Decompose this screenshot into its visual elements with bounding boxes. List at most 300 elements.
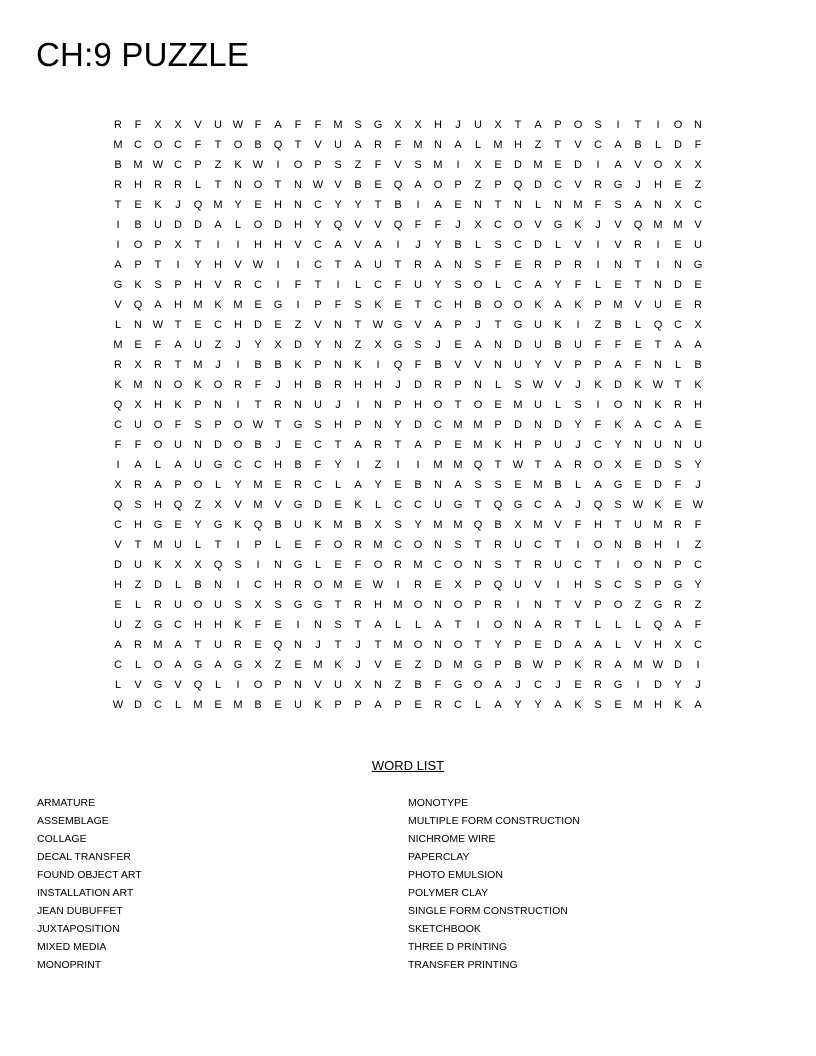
grid-letter: I	[456, 159, 460, 171]
page-title: CH:9 PUZZLE	[36, 36, 250, 73]
grid-letter: M	[253, 499, 263, 511]
grid-letter: E	[274, 479, 282, 491]
grid-letter: O	[593, 459, 603, 471]
grid-letter: M	[113, 139, 123, 151]
grid-letter: T	[414, 299, 422, 311]
grid-letter: B	[274, 519, 282, 531]
grid-letter: N	[634, 439, 642, 451]
grid-letter: O	[233, 419, 243, 431]
grid-letter: E	[334, 559, 342, 571]
grid-letter: M	[233, 299, 243, 311]
grid-letter: C	[214, 319, 222, 331]
grid-letter: S	[354, 119, 362, 131]
grid-letter: V	[354, 219, 362, 231]
grid-letter: F	[114, 439, 122, 451]
grid-letter: B	[354, 179, 362, 191]
grid-letter: Q	[273, 639, 283, 651]
grid-letter: M	[453, 459, 463, 471]
grid-letter: P	[314, 299, 322, 311]
grid-letter: V	[534, 219, 542, 231]
grid-letter: W	[652, 659, 664, 671]
grid-letter: W	[652, 379, 664, 391]
grid-letter: M	[433, 519, 443, 531]
grid-letter: E	[274, 699, 282, 711]
grid-letter: Z	[354, 339, 362, 351]
grid-letter: V	[134, 679, 142, 691]
grid-letter: B	[494, 519, 502, 531]
grid-letter: B	[634, 539, 642, 551]
grid-letter: Z	[694, 599, 702, 611]
word-list-item: MIXED MEDIA	[37, 941, 107, 953]
grid-letter: N	[294, 679, 302, 691]
grid-letter: I	[116, 219, 120, 231]
grid-letter: T	[674, 379, 682, 391]
grid-letter: V	[574, 599, 582, 611]
grid-letter: U	[654, 299, 662, 311]
grid-letter: X	[174, 119, 182, 131]
grid-letter: I	[656, 259, 660, 271]
grid-letter: S	[474, 479, 482, 491]
grid-letter: S	[134, 499, 142, 511]
grid-letter: M	[193, 359, 203, 371]
grid-letter: I	[236, 679, 240, 691]
grid-letter: H	[194, 619, 202, 631]
grid-letter: C	[574, 559, 582, 571]
grid-letter: O	[593, 539, 603, 551]
grid-letter: F	[594, 419, 602, 431]
grid-letter: E	[574, 679, 582, 691]
grid-letter: J	[175, 199, 181, 211]
grid-letter: S	[234, 559, 242, 571]
grid-letter: X	[494, 119, 502, 131]
grid-letter: F	[294, 279, 302, 291]
grid-letter: E	[514, 479, 522, 491]
grid-letter: Z	[474, 179, 482, 191]
grid-letter: B	[414, 479, 422, 491]
grid-letter: K	[654, 499, 662, 511]
grid-letter: S	[334, 619, 342, 631]
grid-letter: N	[674, 259, 682, 271]
grid-letter: Q	[633, 219, 643, 231]
grid-letter: N	[654, 359, 662, 371]
grid-letter: K	[674, 699, 682, 711]
grid-letter: G	[673, 579, 683, 591]
grid-letter: C	[314, 259, 322, 271]
grid-letter: Z	[594, 319, 602, 331]
grid-letter: H	[214, 619, 222, 631]
grid-letter: B	[414, 679, 422, 691]
grid-letter: S	[334, 159, 342, 171]
grid-letter: Y	[194, 519, 202, 531]
grid-letter: G	[113, 279, 123, 291]
grid-letter: O	[153, 419, 163, 431]
grid-letter: O	[613, 599, 623, 611]
grid-letter: T	[494, 459, 502, 471]
word-list-item: ARMATURE	[37, 797, 96, 809]
grid-letter: A	[534, 119, 542, 131]
grid-letter: C	[114, 659, 122, 671]
grid-letter: E	[134, 199, 142, 211]
grid-letter: D	[654, 479, 662, 491]
grid-letter: T	[334, 599, 342, 611]
grid-letter: T	[254, 399, 262, 411]
grid-letter: X	[454, 579, 462, 591]
grid-letter: C	[494, 219, 502, 231]
grid-letter: O	[313, 579, 323, 591]
grid-letter: Q	[113, 499, 123, 511]
grid-letter: F	[394, 279, 402, 291]
grid-letter: C	[534, 499, 542, 511]
grid-letter: T	[354, 619, 362, 631]
grid-letter: I	[596, 239, 600, 251]
grid-letter: E	[514, 259, 522, 271]
grid-letter: F	[154, 339, 162, 351]
grid-letter: H	[654, 539, 662, 551]
grid-letter: R	[434, 699, 442, 711]
grid-letter: K	[574, 299, 582, 311]
grid-letter: R	[234, 639, 242, 651]
grid-letter: U	[694, 439, 702, 451]
grid-letter: C	[154, 699, 162, 711]
grid-letter: T	[214, 179, 222, 191]
grid-letter: I	[296, 299, 300, 311]
grid-letter: A	[494, 699, 502, 711]
grid-letter: L	[214, 679, 222, 691]
grid-letter: G	[293, 599, 303, 611]
grid-letter: Q	[493, 579, 503, 591]
grid-letter: U	[634, 519, 642, 531]
grid-letter: V	[414, 319, 422, 331]
grid-letter: L	[274, 539, 282, 551]
grid-letter: A	[154, 479, 162, 491]
grid-letter: T	[354, 319, 362, 331]
grid-letter: Z	[294, 319, 302, 331]
grid-letter: E	[694, 279, 702, 291]
grid-letter: E	[134, 339, 142, 351]
grid-letter: A	[374, 239, 382, 251]
word-list-right-column	[408, 794, 580, 974]
grid-letter: Z	[634, 599, 642, 611]
grid-letter: W	[632, 499, 644, 511]
grid-letter: O	[153, 439, 163, 451]
grid-letter: E	[634, 479, 642, 491]
grid-letter: I	[356, 399, 360, 411]
grid-letter: K	[634, 379, 642, 391]
grid-letter: X	[414, 119, 422, 131]
grid-letter: Q	[173, 499, 183, 511]
grid-letter: R	[154, 179, 162, 191]
grid-letter: V	[194, 119, 202, 131]
grid-letter: Q	[393, 179, 403, 191]
grid-letter: T	[274, 179, 282, 191]
grid-letter: H	[294, 379, 302, 391]
grid-letter: X	[114, 479, 122, 491]
grid-letter: L	[474, 239, 482, 251]
grid-letter: L	[594, 279, 602, 291]
grid-letter: P	[574, 359, 582, 371]
grid-letter: A	[634, 419, 642, 431]
grid-letter: K	[194, 379, 202, 391]
grid-letter: R	[374, 439, 382, 451]
grid-letter: V	[274, 499, 282, 511]
grid-letter: Z	[134, 619, 142, 631]
grid-letter: D	[674, 279, 682, 291]
grid-letter: V	[314, 319, 322, 331]
grid-letter: W	[112, 699, 124, 711]
grid-letter: R	[134, 639, 142, 651]
grid-letter: H	[234, 319, 242, 331]
grid-letter: F	[254, 619, 262, 631]
grid-letter: F	[194, 139, 202, 151]
grid-letter: L	[494, 379, 502, 391]
grid-letter: N	[614, 259, 622, 271]
grid-letter: L	[194, 539, 202, 551]
grid-letter: P	[214, 419, 222, 431]
grid-letter: T	[514, 119, 522, 131]
grid-letter: D	[574, 159, 582, 171]
grid-letter: C	[174, 139, 182, 151]
grid-letter: Y	[534, 699, 542, 711]
grid-letter: A	[554, 459, 562, 471]
word-list-item: FOUND OBJECT ART	[37, 869, 142, 881]
grid-letter: T	[554, 139, 562, 151]
grid-letter: T	[194, 239, 202, 251]
grid-letter: V	[474, 359, 482, 371]
grid-letter: A	[614, 159, 622, 171]
grid-letter: U	[174, 599, 182, 611]
grid-letter: E	[254, 199, 262, 211]
grid-letter: P	[654, 579, 662, 591]
grid-letter: G	[653, 599, 663, 611]
grid-letter: S	[594, 699, 602, 711]
grid-letter: T	[374, 199, 382, 211]
grid-letter: U	[414, 279, 422, 291]
grid-letter: D	[154, 579, 162, 591]
grid-letter: L	[534, 199, 542, 211]
grid-letter: O	[513, 219, 523, 231]
grid-letter: Y	[354, 199, 362, 211]
grid-letter: F	[434, 679, 442, 691]
grid-letter: R	[294, 579, 302, 591]
word-list-item: DECAL TRANSFER	[37, 851, 131, 863]
grid-letter: B	[434, 359, 442, 371]
grid-letter: T	[654, 339, 662, 351]
grid-letter: I	[656, 239, 660, 251]
grid-letter: K	[114, 379, 122, 391]
grid-letter: H	[334, 419, 342, 431]
grid-letter: M	[613, 299, 623, 311]
grid-letter: X	[474, 159, 482, 171]
grid-letter: J	[695, 479, 701, 491]
grid-letter: A	[434, 259, 442, 271]
grid-letter: Y	[434, 239, 442, 251]
grid-letter: P	[174, 479, 182, 491]
grid-letter: T	[294, 139, 302, 151]
grid-letter: M	[233, 699, 243, 711]
grid-letter: E	[394, 299, 402, 311]
grid-letter: O	[133, 239, 143, 251]
grid-letter: E	[194, 319, 202, 331]
grid-letter: S	[494, 559, 502, 571]
grid-letter: N	[154, 379, 162, 391]
grid-letter: H	[354, 379, 362, 391]
grid-letter: H	[694, 399, 702, 411]
grid-letter: D	[214, 439, 222, 451]
grid-letter: N	[274, 559, 282, 571]
grid-letter: K	[574, 659, 582, 671]
grid-letter: F	[614, 339, 622, 351]
grid-letter: B	[254, 699, 262, 711]
grid-letter: B	[254, 359, 262, 371]
grid-letter: L	[614, 619, 622, 631]
grid-letter: M	[133, 159, 143, 171]
grid-letter: R	[154, 599, 162, 611]
grid-letter: O	[453, 599, 463, 611]
grid-letter: P	[554, 659, 562, 671]
grid-letter: B	[114, 159, 122, 171]
word-list-title: WORD LIST	[371, 758, 445, 773]
grid-letter: R	[154, 359, 162, 371]
grid-letter: X	[614, 459, 622, 471]
grid-letter: H	[194, 279, 202, 291]
grid-letter: I	[576, 539, 580, 551]
grid-letter: A	[694, 339, 702, 351]
grid-letter: Y	[554, 279, 562, 291]
grid-letter: A	[354, 479, 362, 491]
grid-letter: L	[214, 479, 222, 491]
grid-letter: U	[294, 699, 302, 711]
grid-letter: L	[394, 619, 402, 631]
grid-letter: T	[314, 279, 322, 291]
grid-letter: N	[214, 579, 222, 591]
grid-letter: T	[474, 539, 482, 551]
grid-letter: C	[254, 579, 262, 591]
grid-letter: C	[694, 559, 702, 571]
grid-letter: U	[474, 119, 482, 131]
grid-letter: I	[576, 319, 580, 331]
grid-letter: L	[174, 699, 182, 711]
grid-letter: Z	[694, 179, 702, 191]
grid-letter: W	[532, 379, 544, 391]
grid-letter: U	[134, 419, 142, 431]
grid-letter: O	[473, 399, 483, 411]
grid-letter: F	[414, 219, 422, 231]
grid-letter: E	[394, 659, 402, 671]
grid-letter: M	[473, 419, 483, 431]
grid-letter: P	[334, 699, 342, 711]
grid-letter: G	[233, 659, 243, 671]
grid-letter: P	[154, 239, 162, 251]
grid-letter: M	[393, 639, 403, 651]
grid-letter: Y	[514, 699, 522, 711]
grid-letter: U	[294, 519, 302, 531]
grid-letter: T	[554, 539, 562, 551]
grid-letter: H	[274, 199, 282, 211]
grid-letter: P	[494, 179, 502, 191]
grid-letter: V	[634, 159, 642, 171]
grid-letter: P	[394, 699, 402, 711]
grid-letter: D	[534, 179, 542, 191]
grid-letter: T	[194, 639, 202, 651]
grid-letter: N	[654, 199, 662, 211]
grid-letter: P	[354, 699, 362, 711]
grid-letter: Y	[314, 339, 322, 351]
grid-letter: R	[394, 559, 402, 571]
grid-letter: E	[414, 699, 422, 711]
grid-letter: A	[374, 619, 382, 631]
word-list-left-column	[37, 794, 142, 974]
grid-letter: B	[294, 459, 302, 471]
grid-letter: N	[234, 179, 242, 191]
grid-letter: N	[294, 639, 302, 651]
grid-letter: A	[494, 679, 502, 691]
grid-letter: F	[694, 139, 702, 151]
grid-letter: W	[312, 179, 324, 191]
grid-letter: G	[273, 299, 283, 311]
grid-letter: B	[314, 379, 322, 391]
grid-letter: O	[173, 379, 183, 391]
grid-letter: M	[413, 139, 423, 151]
grid-letter: C	[314, 479, 322, 491]
grid-letter: E	[534, 639, 542, 651]
grid-letter: T	[514, 559, 522, 571]
grid-letter: H	[654, 699, 662, 711]
grid-letter: P	[494, 419, 502, 431]
grid-letter: A	[214, 219, 222, 231]
grid-letter: F	[354, 559, 362, 571]
grid-letter: R	[634, 239, 642, 251]
word-list-item: SINGLE FORM CONSTRUCTION	[408, 905, 568, 917]
grid-letter: U	[374, 259, 382, 271]
word-list-item: COLLAGE	[37, 833, 87, 845]
grid-letter: Y	[234, 479, 242, 491]
grid-letter: U	[134, 559, 142, 571]
grid-letter: F	[694, 519, 702, 531]
grid-letter: P	[254, 539, 262, 551]
grid-letter: N	[314, 619, 322, 631]
grid-letter: P	[134, 259, 142, 271]
grid-letter: K	[574, 219, 582, 231]
grid-letter: U	[194, 459, 202, 471]
grid-letter: I	[556, 579, 560, 591]
grid-letter: T	[374, 639, 382, 651]
word-list-item: TRANSFER PRINTING	[408, 959, 518, 971]
grid-letter: M	[333, 119, 343, 131]
grid-letter: R	[594, 179, 602, 191]
grid-letter: C	[534, 679, 542, 691]
grid-letter: X	[134, 359, 142, 371]
grid-letter: V	[374, 659, 382, 671]
word-list-item: MONOTYPE	[408, 797, 469, 809]
grid-letter: H	[454, 299, 462, 311]
grid-letter: Y	[414, 519, 422, 531]
grid-letter: X	[674, 199, 682, 211]
grid-letter: R	[574, 459, 582, 471]
grid-letter: N	[494, 359, 502, 371]
grid-letter: X	[254, 599, 262, 611]
grid-letter: K	[154, 559, 162, 571]
grid-letter: W	[532, 659, 544, 671]
grid-letter: R	[554, 619, 562, 631]
grid-letter: A	[674, 339, 682, 351]
grid-letter: L	[154, 459, 162, 471]
grid-letter: I	[296, 259, 300, 271]
grid-letter: C	[694, 199, 702, 211]
grid-letter: O	[453, 639, 463, 651]
grid-letter: L	[634, 319, 642, 331]
word-list-item: POLYMER CLAY	[408, 887, 489, 899]
grid-letter: V	[574, 179, 582, 191]
